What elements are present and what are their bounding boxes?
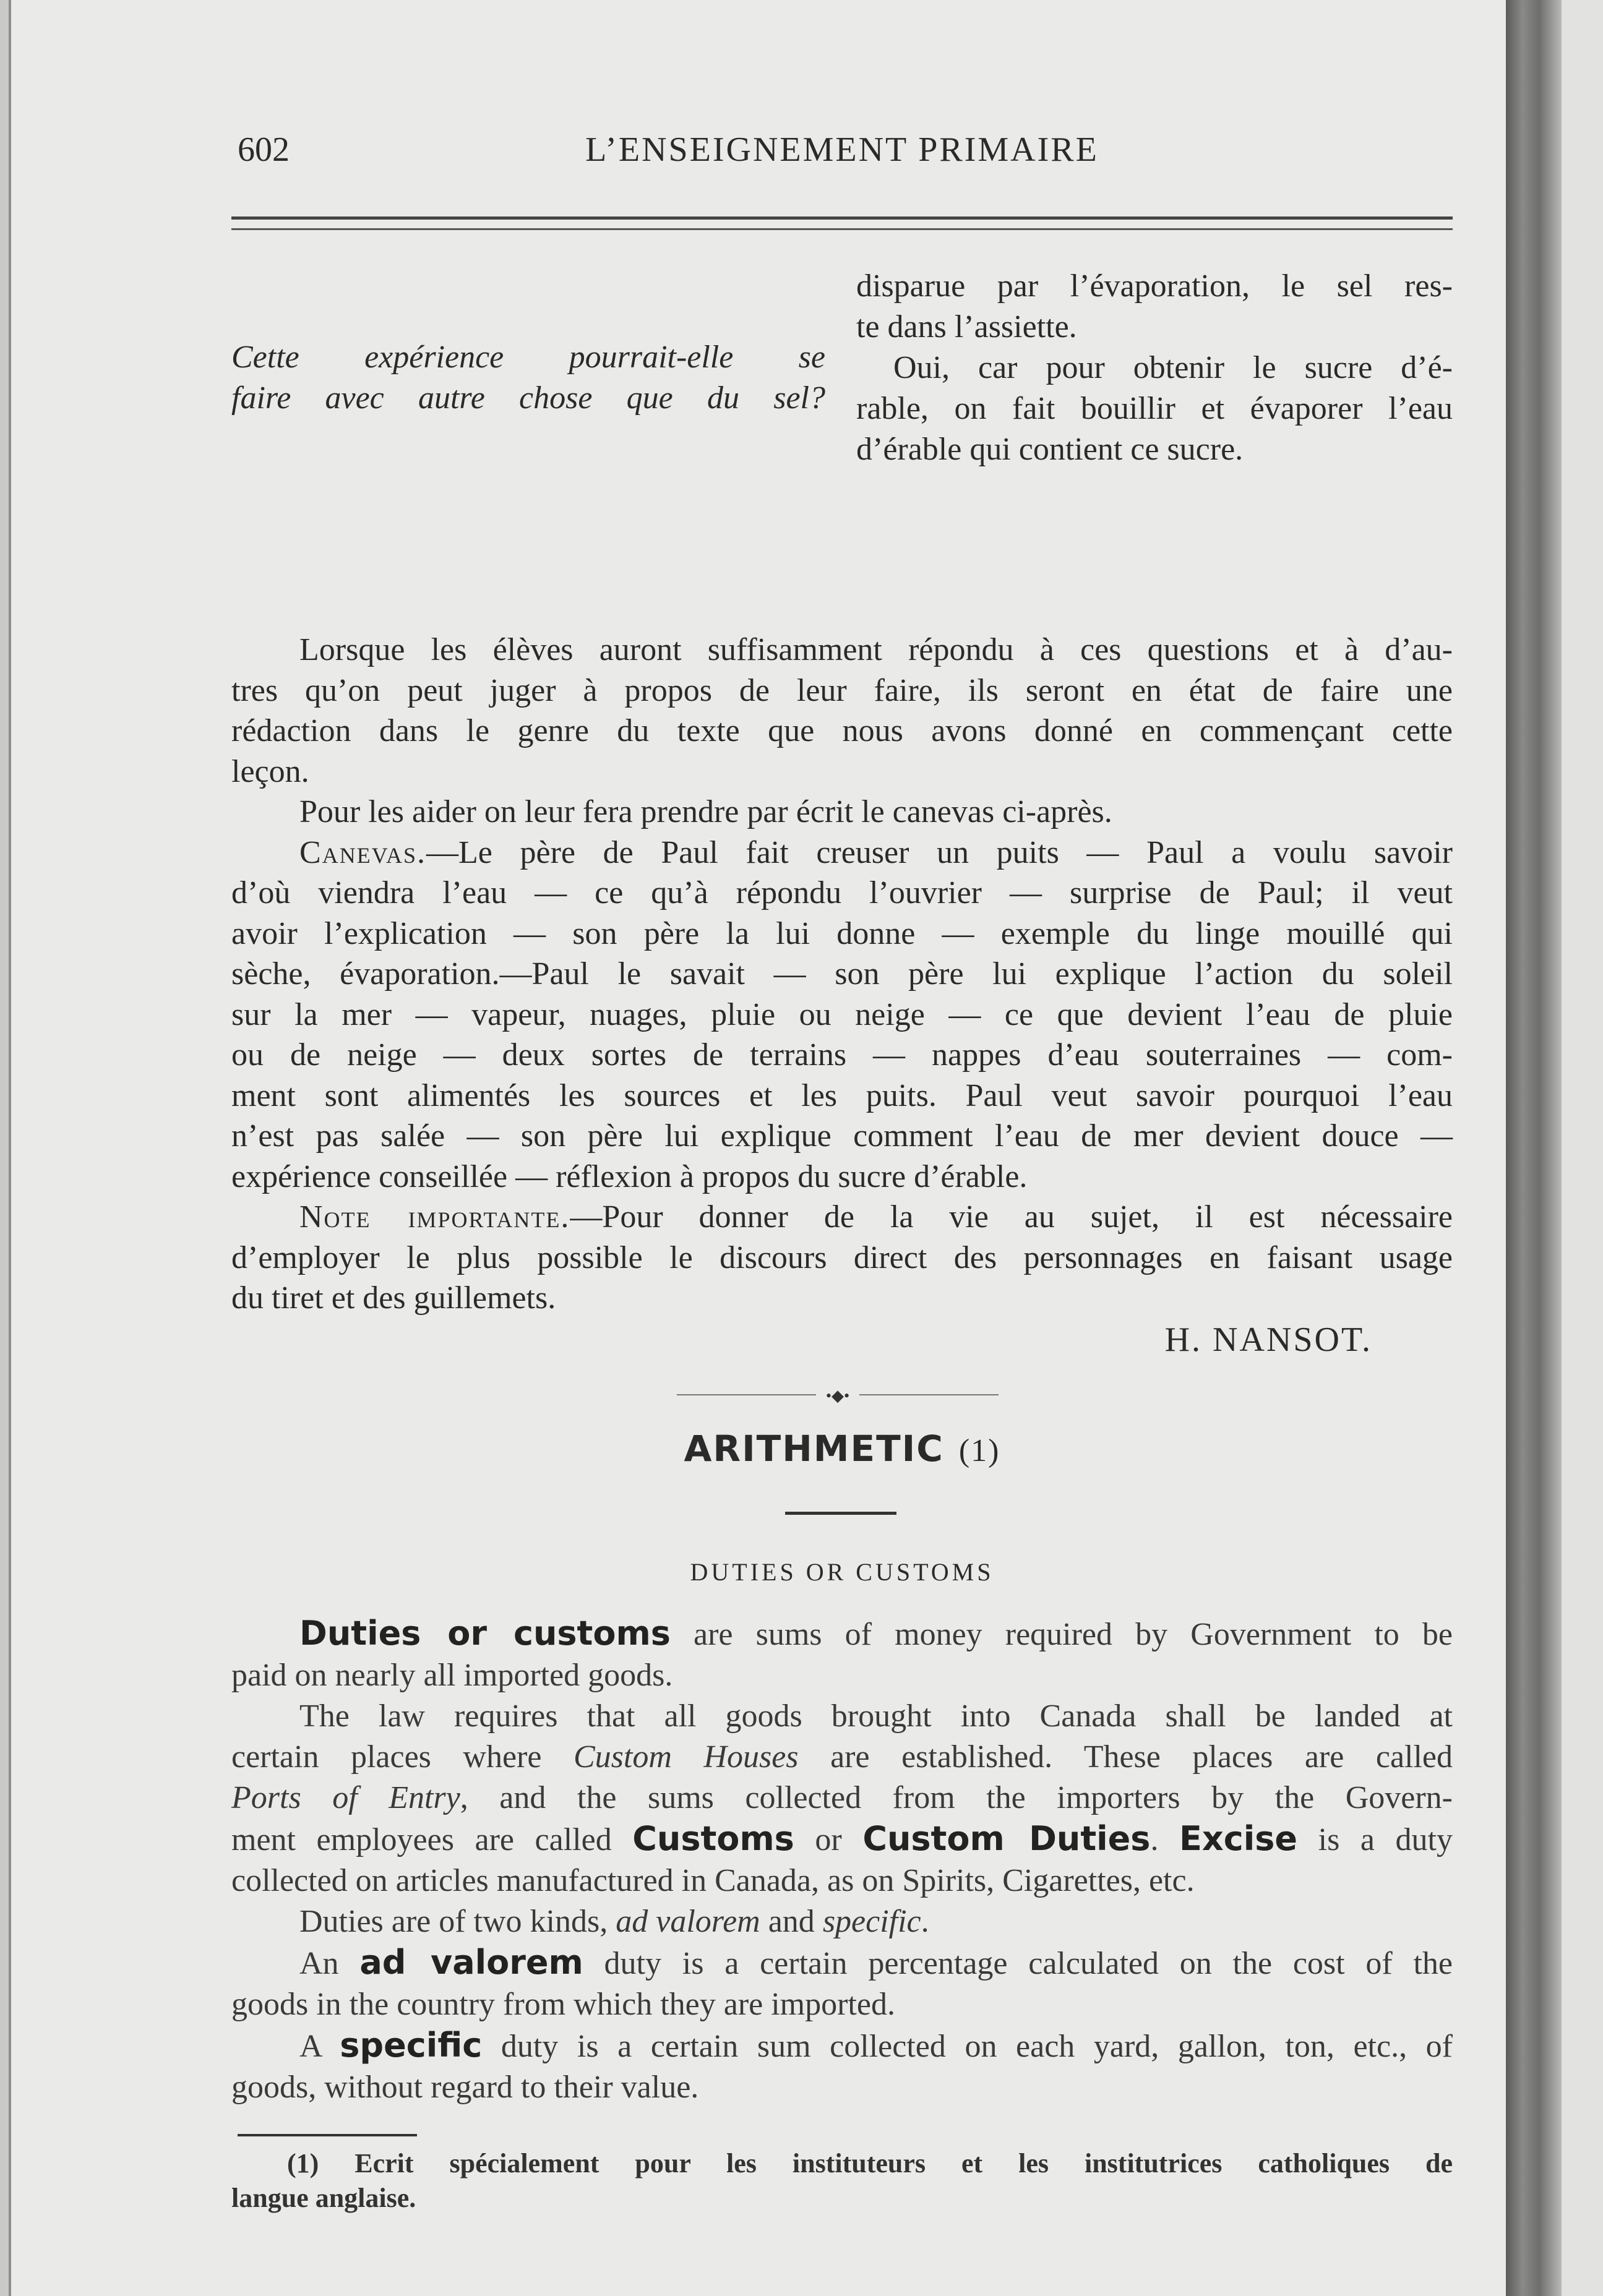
question-answer-block xyxy=(231,266,1453,612)
answer-line: Oui, car pour obtenir le sucre d’é- xyxy=(893,350,1453,385)
canevas-line: avoir l’explication — son père la lui donne — exemple du linge mouillé qui xyxy=(231,915,1453,951)
page-header xyxy=(231,124,1453,179)
footnote xyxy=(231,2146,1453,2216)
paragraph-line: Pour les aider on leur fera prendre par écrit le canevas ci-après. xyxy=(299,794,1112,829)
section-title: ARITHMETIC (1) xyxy=(684,1428,1000,1470)
running-title: L’ENSEIGNEMENT PRIMAIRE xyxy=(585,131,1099,169)
section-subtitle: DUTIES OR CUSTOMS xyxy=(690,1558,994,1586)
author-signature: H. NANSOT. xyxy=(1164,1320,1372,1359)
page-number: 602 xyxy=(238,131,290,169)
note-line: d’employer le plus possible le discours direct des personnages en faisant usage xyxy=(231,1240,1453,1275)
paragraph-line: Duties or customs are sums of money required by Government to be xyxy=(299,1614,1453,1653)
paragraph-line: The law requires that all goods brought into Canada shall be landed at xyxy=(299,1698,1453,1734)
paragraph-line: collected on articles manufactured in Canada, as on Spirits, Cigarettes, etc. xyxy=(231,1863,1195,1898)
paragraph-line: goods in the country from which they are imported. xyxy=(231,1987,895,2022)
section-ornament: •◆• xyxy=(677,1386,999,1404)
paragraph-line: ment employees are called Customs or Custom Duties. Excise is a duty xyxy=(231,1819,1453,1858)
canevas-label: Canevas. xyxy=(299,834,427,870)
canevas-line: d’où viendra l’eau — ce qu’à répondu l’ouvrier — surprise de Paul; il veut xyxy=(231,875,1453,910)
answer-column xyxy=(856,266,1453,470)
canevas-line: ou de neige — deux sortes de terrains — nappes d’eau souterraines — com- xyxy=(231,1037,1453,1073)
answer-line: disparue par l’évaporation, le sel res- xyxy=(856,268,1453,304)
paragraph-line: paid on nearly all imported goods. xyxy=(231,1658,673,1693)
question-column xyxy=(231,337,825,419)
arithmetic-body xyxy=(231,1613,1453,2108)
answer-line: rable, on fait bouillir et évaporer l’eau xyxy=(856,391,1453,426)
canevas-line: Canevas.—Le père de Paul fait creuser un puits — Paul a voulu savoir xyxy=(299,834,1453,870)
paragraph-line: goods, without regard to their value. xyxy=(231,2070,699,2105)
canevas-line: sèche, évaporation.—Paul le savait — son père lui explique l’action du soleil xyxy=(231,956,1453,992)
canevas-line: sur la mer — vapeur, nuages, pluie ou neige — ce que devient l’eau de pluie xyxy=(231,996,1453,1032)
paragraph-line: certain places where Custom Houses are established. These places are called xyxy=(231,1739,1453,1775)
canevas-line: n’est pas salée — son père lui explique comment l’eau de mer devient douce — xyxy=(231,1118,1453,1154)
header-rule xyxy=(231,216,1453,230)
footnote-line: (1) Ecrit spécialement pour les instituteurs et les institutrices catholiques de xyxy=(287,2148,1453,2178)
facing-page-edge xyxy=(1562,0,1603,2296)
note-line: Note importante.—Pour donner de la vie au sujet, il est nécessaire xyxy=(299,1199,1453,1235)
question-line: Cette expérience pourrait-elle se xyxy=(231,340,825,375)
canevas-line: expérience conseillée — réflexion à propos du sucre d’érable. xyxy=(231,1159,1028,1194)
footnote-rule xyxy=(238,2134,417,2136)
note-line: du tiret et des guillemets. xyxy=(231,1280,556,1316)
question-line: faire avec autre chose que du sel? xyxy=(231,380,825,416)
paragraph-line: A specific duty is a certain sum collected on each yard, gallon, ton, etc., of xyxy=(299,2026,1453,2065)
paragraph-line: Lorsque les élèves auront suffisamment répondu à ces questions et à d’au- xyxy=(299,632,1453,667)
page-content xyxy=(231,124,1453,2213)
book-spine-shadow xyxy=(1506,0,1562,2296)
canevas-line: ment sont alimentés les sources et les puits. Paul veut savoir pourquoi l’eau xyxy=(231,1077,1453,1113)
paragraph-line: tres qu’on peut juger à propos de leur faire, ils seront en état de faire une xyxy=(231,672,1453,708)
title-rule xyxy=(785,1512,896,1515)
lesson-body xyxy=(231,630,1453,1360)
footnote-reference: (1) xyxy=(958,1433,1000,1468)
answer-line: d’érable qui contient ce sucre. xyxy=(856,432,1244,467)
note-label: Note importante. xyxy=(299,1199,570,1235)
paragraph-line: An ad valorem duty is a certain percentage calculated on the cost of the xyxy=(299,1943,1453,1982)
paragraph-line: Ports of Entry, and the sums collected from the importers by the Govern- xyxy=(231,1780,1453,1815)
book-page xyxy=(9,0,1508,2296)
paragraph-line: Duties are of two kinds, ad valorem and specific. xyxy=(299,1904,929,1939)
answer-line: te dans l’assiette. xyxy=(856,309,1077,345)
footnote-line: langue anglaise. xyxy=(231,2183,416,2213)
paragraph-line: leçon. xyxy=(231,753,309,789)
paragraph-line: rédaction dans le genre du texte que nous avons donné en commençant cette xyxy=(231,713,1453,748)
